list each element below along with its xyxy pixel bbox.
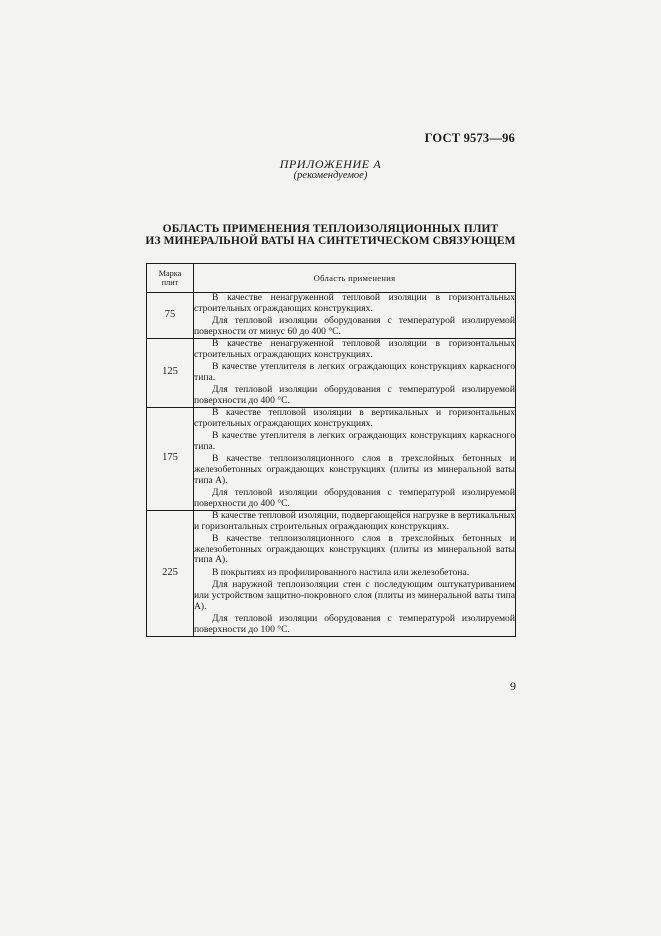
- row-area: [194, 510, 516, 636]
- page-number: 9: [510, 679, 516, 693]
- area-paragraph: Для тепловой изоляции оборудования с температурой изолируемой поверхности до 100 °С.: [194, 613, 515, 636]
- area-paragraph: В качестве ненагруженной тепловой изоляции в горизонтальных строительных ограждающих конструкциях.: [194, 292, 515, 314]
- table-header-row: [147, 264, 516, 293]
- area-paragraph: В покрытиях из профилированного настила или железобетона.: [212, 566, 470, 578]
- row-area: [194, 338, 516, 407]
- table-row: [147, 293, 516, 339]
- section-heading-line-1: ОБЛАСТЬ ПРИМЕНЕНИЯ ТЕПЛОИЗОЛЯЦИОННЫХ ПЛИТ: [162, 223, 499, 235]
- appendix-title: ПРИЛОЖЕНИЕ А: [279, 157, 382, 171]
- area-paragraph: В качестве ненагруженной тепловой изоляции в горизонтальных строительных ограждающих конструкциях.: [194, 337, 515, 360]
- column-header-mark: [147, 264, 194, 293]
- column-header-mark-line1: Марка: [158, 268, 182, 278]
- row-area: [194, 407, 516, 510]
- row-mark: 225: [147, 510, 194, 636]
- area-paragraph: В качестве утеплителя в легких ограждающих конструкциях каркасного типа.: [194, 429, 515, 452]
- table-row: [147, 338, 516, 407]
- row-mark: 175: [147, 407, 194, 510]
- area-paragraph: Для тепловой изоляции оборудования с температурой изолируемой поверхности до 400 °С.: [194, 384, 515, 406]
- area-paragraph: Для наружной теплоизоляции стен с последующим оштукатуриванием или устройством защитно-покровного слоя (плиты из минеральной ваты типа А).: [194, 579, 515, 612]
- application-table: [146, 263, 516, 637]
- document-code: ГОСТ 9573—96: [424, 131, 515, 145]
- area-paragraph: Для тепловой изоляции оборудования с температурой изолируемой поверхности до 400 °С.: [194, 487, 515, 509]
- row-area: [194, 293, 516, 339]
- column-header-mark-line2: плит: [161, 278, 179, 287]
- area-paragraph: В качестве тепловой изоляции, подвергающейся нагрузке в вертикальных и горизонтальных строительных ограждающих конструкциях.: [194, 509, 515, 532]
- area-paragraph: Для тепловой изоляции оборудования с температурой изолируемой поверхности от минус 60 до 400 °С.: [194, 315, 515, 337]
- appendix-subtitle: (рекомендуемое): [293, 170, 368, 181]
- row-mark: 125: [147, 338, 194, 407]
- column-header-area: Область применения: [194, 264, 516, 293]
- row-mark: 75: [147, 293, 194, 339]
- area-paragraph: В качестве тепловой изоляции в вертикальных и горизонтальных строительных ограждающих конструкциях.: [194, 406, 515, 429]
- area-paragraph: В качестве утеплителя в легких ограждающих конструкциях каркасного типа.: [194, 360, 515, 383]
- table-row: [147, 510, 516, 636]
- area-paragraph: В качестве теплоизоляционного слоя в трехслойных бетонных и железобетонных ограждающих конструкциях (плиты из минеральной ваты типа А).: [194, 453, 515, 486]
- area-paragraph: В качестве теплоизоляционного слоя в трехслойных бетонных и железобетонных ограждающих конструкциях (плиты из минеральной ваты типа А).: [194, 532, 515, 566]
- table-row: [147, 407, 516, 510]
- section-heading-line-2: ИЗ МИНЕРАЛЬНОЙ ВАТЫ НА СИНТЕТИЧЕСКОМ СВЯЗУЮЩЕМ: [145, 235, 516, 247]
